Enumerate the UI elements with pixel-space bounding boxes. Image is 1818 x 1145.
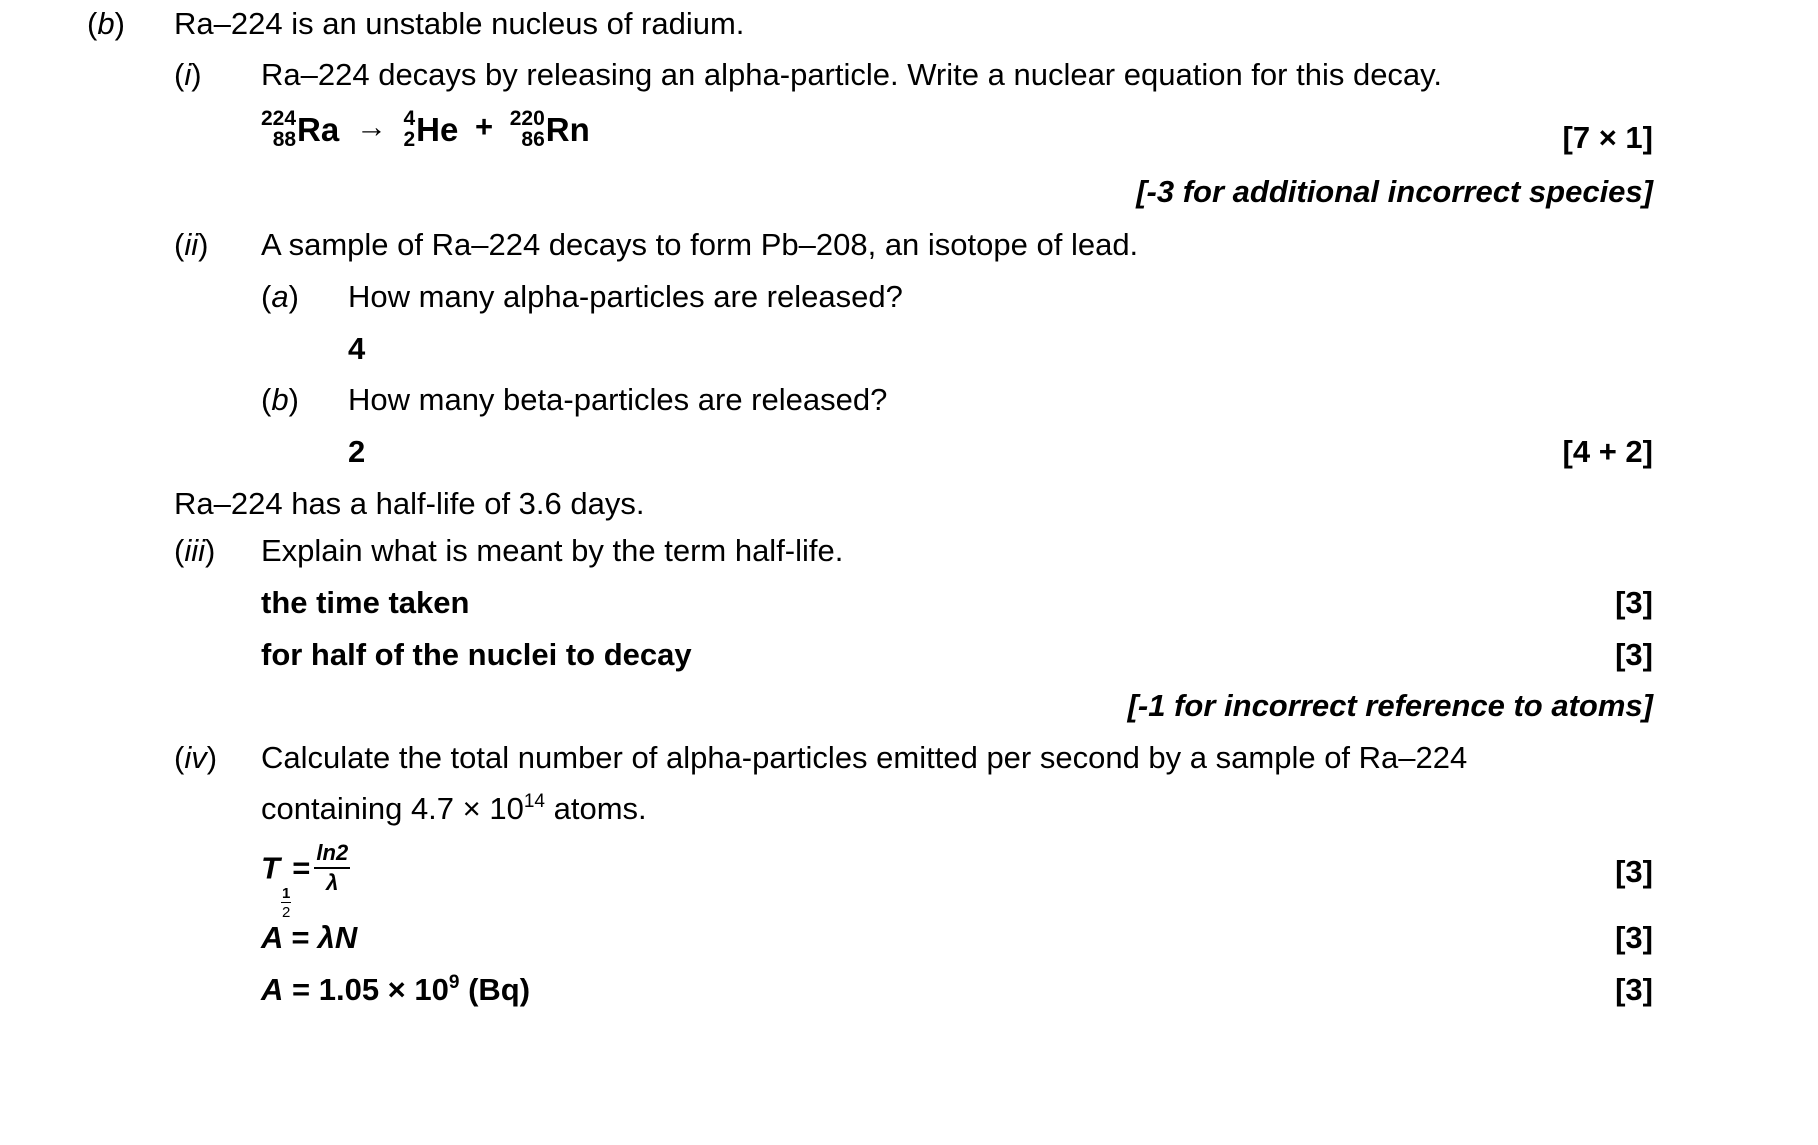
- part-iv-prompt-line-1: Calculate the total number of alpha-particles emitted per second by a sample of Ra–224: [261, 740, 1468, 775]
- part-ii-label: (ii): [174, 227, 209, 262]
- part-ii-marks: [4 + 2]: [1562, 434, 1653, 469]
- part-ii-prompt-row: [0, 229, 1818, 273]
- part-i-prompt: Ra–224 decays by releasing an alpha-particle. Write a nuclear equation for this decay.: [261, 57, 1442, 92]
- part-ii-a-prompt: How many alpha-particles are released?: [348, 279, 903, 314]
- plus-sign: +: [474, 109, 494, 145]
- part-iv-result-row: [0, 974, 1818, 1018]
- part-ii-b-prompt: How many beta-particles are released?: [348, 382, 888, 417]
- part-ii-b-answer-row: [0, 436, 1818, 480]
- part-i-penalty: [-3 for additional incorrect species]: [1136, 174, 1653, 209]
- activity-result-marks: [3]: [1615, 972, 1653, 1007]
- nuclide-product-2: 220 86 Rn: [509, 107, 590, 151]
- part-iv-prompt-row-2: [0, 793, 1818, 837]
- part-iv-prompt-line-2: containing $4.7 \times 10^{14}$ atoms.: [261, 791, 647, 826]
- question-b-intro-row: [0, 8, 1818, 52]
- part-i-equation-row: [0, 108, 1818, 168]
- activity-formula: A = λN: [261, 920, 358, 955]
- part-iv-halflife-formula-row: [0, 840, 1818, 922]
- halflife-statement: Ra–224 has a half-life of 3.6 days.: [174, 486, 645, 521]
- part-iii-prompt: Explain what is meant by the term half-life.: [261, 533, 844, 568]
- part-iii-answer-2: for half of the nuclei to decay: [261, 637, 692, 672]
- part-ii-a-answer-row: [0, 333, 1818, 377]
- part-ii-a-label: (a): [261, 279, 299, 314]
- nuclide-product-1: 4 2 He: [403, 107, 459, 151]
- part-iii-answer-1: the time taken: [261, 585, 470, 620]
- part-iii-answer-row-2: [0, 639, 1818, 683]
- part-i-prompt-row: [0, 59, 1818, 103]
- part-i-marks: [7 × 1]: [1562, 120, 1653, 155]
- halflife-statement-row: [0, 488, 1818, 532]
- half-subscript: $\frac{1}{2}$: [281, 885, 291, 922]
- part-ii-b-answer: 2: [348, 434, 366, 469]
- part-iv-label: (iv): [174, 740, 218, 775]
- part-i-label: (i): [174, 57, 202, 92]
- nuclide-reactant: 224 88 Ra: [261, 107, 340, 151]
- part-iv-prompt-row-1: [0, 742, 1818, 786]
- nuclear-equation: [261, 108, 590, 150]
- part-ii-a-row: [0, 281, 1818, 325]
- arrow-icon: →: [355, 109, 387, 145]
- part-iv-activity-formula-row: [0, 922, 1818, 966]
- halflife-formula: T $\frac{1}{2}$ = $\frac{\ln 2}{\lambda}$: [261, 840, 349, 922]
- activity-formula-marks: [3]: [1615, 920, 1653, 955]
- halflife-formula-marks: [3]: [1615, 854, 1653, 889]
- part-iii-answer-row-1: [0, 587, 1818, 631]
- part-ii-b-row: [0, 384, 1818, 428]
- activity-result: $A = 1.05 \times 10^9$ (Bq): [261, 972, 531, 1007]
- part-ii-prompt: A sample of Ra–224 decays to form Pb–208, an isotope of lead.: [261, 227, 1139, 262]
- part-ii-a-answer: 4: [348, 331, 366, 366]
- ln2-over-lambda: $\frac{\ln 2}{\lambda}$: [316, 840, 349, 895]
- part-i-penalty-row: [0, 176, 1818, 220]
- question-intro: Ra–224 is an unstable nucleus of radium.: [174, 6, 745, 41]
- part-ii-b-label: (b): [261, 382, 299, 417]
- part-iii-prompt-row: [0, 535, 1818, 579]
- part-iii-answer-1-marks: [3]: [1615, 585, 1653, 620]
- part-iii-penalty-row: [0, 690, 1818, 734]
- part-iii-answer-2-marks: [3]: [1615, 637, 1653, 672]
- part-iii-penalty: [-1 for incorrect reference to atoms]: [1127, 688, 1653, 723]
- part-iii-label: (iii): [174, 533, 216, 568]
- question-label: (b): [87, 6, 125, 41]
